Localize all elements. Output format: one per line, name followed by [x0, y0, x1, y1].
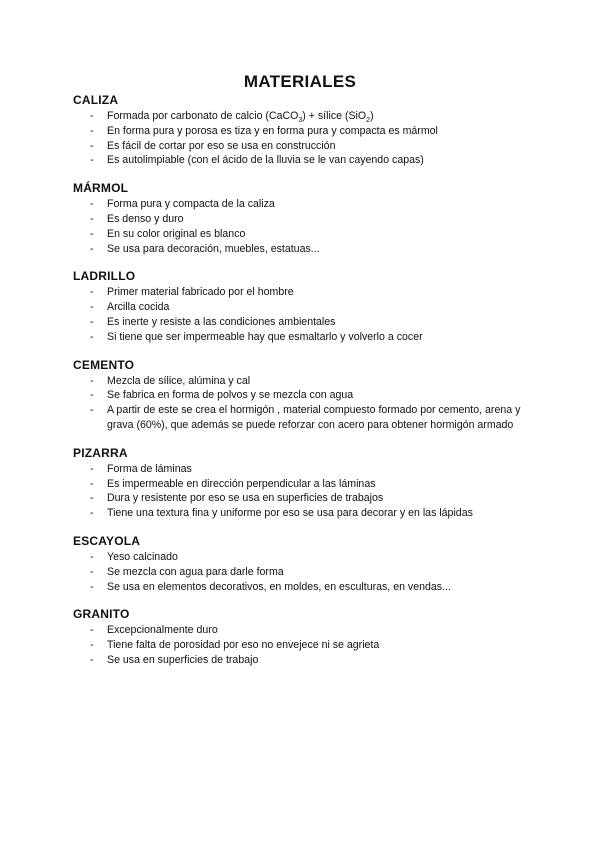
sections-container [73, 93, 543, 681]
item-text: Se usa en superficies de trabajo [107, 653, 259, 666]
dash-bullet-icon: - [90, 507, 94, 520]
bullet-list [73, 374, 543, 433]
dash-bullet-icon: - [90, 110, 94, 122]
bullet-list [73, 109, 543, 168]
dash-bullet-icon: - [90, 227, 94, 240]
item-text: Se usa para decoración, muebles, estatuas... [107, 242, 320, 255]
list-item [73, 330, 543, 345]
list-item [73, 285, 543, 300]
section-heading: ESCAYOLA [73, 533, 141, 548]
dash-bullet-icon: - [90, 242, 94, 255]
section-caliza [73, 93, 543, 168]
item-text: Dura y resistente por eso se usa en superficies de trabajos [107, 492, 384, 505]
bullet-list [73, 462, 543, 521]
item-text: Se usa en elementos decorativos, en moldes, en esculturas, en vendas... [107, 580, 451, 593]
subscript: 3 [298, 117, 303, 125]
dash-bullet-icon: - [90, 301, 94, 314]
item-text: Es autolimpiable (con el ácido de la lluvia se le van cayendo capas) [107, 154, 424, 167]
list-item [73, 491, 543, 506]
item-text: Tiene falta de porosidad por eso no envejece ni se agrieta [107, 639, 380, 652]
list-item [73, 227, 543, 242]
section-marmol [73, 181, 543, 256]
list-item [73, 124, 543, 139]
dash-bullet-icon: - [90, 580, 94, 593]
list-item [73, 388, 543, 403]
list-item [73, 139, 543, 154]
item-text: Es denso y duro [107, 212, 184, 225]
section-heading: MÁRMOL [73, 181, 129, 196]
dash-bullet-icon: - [90, 477, 94, 490]
bullet-list [73, 550, 543, 594]
item-text: Mezcla de sílice, alúmina y cal [107, 374, 251, 387]
section-escayola [73, 534, 543, 594]
section-granito [73, 607, 543, 667]
section-heading: CEMENTO [73, 357, 135, 372]
dash-bullet-icon: - [90, 139, 94, 152]
item-text: Yeso calcinado [107, 550, 178, 563]
dash-bullet-icon: - [90, 624, 94, 637]
item-text: A partir de este se crea el hormigón , material compuesto formado por cemento, arena y grava (60%), que además se puede reforzar con acero para obtener hormigón armado [107, 404, 521, 431]
dash-bullet-icon: - [90, 565, 94, 578]
dash-bullet-icon: - [90, 212, 94, 225]
list-item [73, 565, 543, 580]
list-item [73, 212, 543, 227]
dash-bullet-icon: - [90, 462, 94, 475]
dash-bullet-icon: - [90, 330, 94, 343]
dash-bullet-icon: - [90, 639, 94, 652]
item-text: En forma pura y porosa es tiza y en forma pura y compacta es mármol [107, 124, 438, 137]
item-text: Se fabrica en forma de polvos y se mezcla con agua [107, 389, 354, 402]
dash-bullet-icon: - [90, 198, 94, 211]
list-item [73, 153, 543, 168]
item-text: Formada por carbonato de calcio (CaCO [107, 110, 299, 122]
dash-bullet-icon: - [90, 492, 94, 505]
list-item [73, 477, 543, 492]
item-text: Si tiene que ser impermeable hay que esmaltarlo y volverlo a cocer [107, 330, 423, 343]
section-pizarra [73, 446, 543, 521]
list-item [73, 638, 543, 653]
item-text: Se mezcla con agua para darle forma [107, 565, 284, 578]
list-item [73, 242, 543, 257]
list-item [73, 462, 543, 477]
dash-bullet-icon: - [90, 389, 94, 402]
dash-bullet-icon: - [90, 315, 94, 328]
item-text: Forma de láminas [107, 462, 192, 475]
section-heading: LADRILLO [73, 269, 136, 284]
item-text: Es inerte y resiste a las condiciones ambientales [107, 315, 336, 328]
list-item [73, 374, 543, 389]
bullet-list [73, 197, 543, 256]
section-cemento [73, 358, 543, 433]
item-text: Tiene una textura fina y uniforme por eso se usa para decorar y en las lápidas [107, 507, 473, 520]
section-heading: PIZARRA [73, 445, 128, 460]
item-text-continued: ) [370, 110, 374, 122]
list-item [73, 653, 543, 668]
item-text: Excepcionalmente duro [107, 624, 218, 637]
section-heading: GRANITO [73, 607, 130, 622]
list-item [73, 550, 543, 565]
item-text: Forma pura y compacta de la caliza [107, 198, 275, 211]
bullet-list [73, 285, 543, 344]
list-item [73, 580, 543, 595]
list-item [73, 623, 543, 638]
item-text: Primer material fabricado por el hombre [107, 286, 294, 299]
item-text: Es impermeable en dirección perpendicular a las láminas [107, 477, 376, 490]
list-item [73, 109, 543, 124]
item-text-continued: ) + sílice (SiO [302, 110, 367, 122]
dash-bullet-icon: - [90, 154, 94, 167]
dash-bullet-icon: - [90, 124, 94, 137]
dash-bullet-icon: - [90, 653, 94, 666]
dash-bullet-icon: - [90, 374, 94, 387]
list-item [73, 506, 543, 521]
list-item [73, 315, 543, 330]
list-item [73, 300, 543, 315]
item-text: En su color original es blanco [107, 227, 246, 240]
bullet-list [73, 623, 543, 667]
item-text: Es fácil de cortar por eso se usa en construcción [107, 139, 336, 152]
section-ladrillo [73, 269, 543, 344]
dash-bullet-icon: - [90, 404, 94, 417]
page-title: MATERIALES [243, 72, 357, 91]
subscript: 2 [366, 117, 371, 125]
dash-bullet-icon: - [90, 286, 94, 299]
list-item [73, 197, 543, 212]
list-item [73, 403, 543, 433]
dash-bullet-icon: - [90, 550, 94, 563]
item-text: Arcilla cocida [107, 301, 170, 314]
section-heading: CALIZA [73, 93, 119, 107]
